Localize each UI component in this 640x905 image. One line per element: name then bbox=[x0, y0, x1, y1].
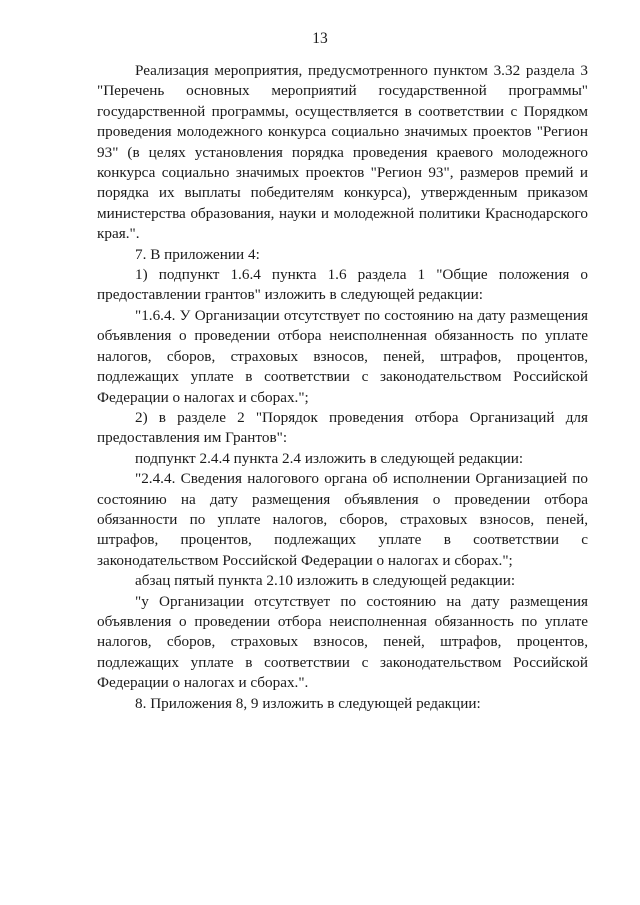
paragraph-subitem-1: 1) подпункт 1.6.4 пункта 1.6 раздела 1 "Общие положения о предоставлении грантов" изложить в следующей редакции: bbox=[97, 266, 588, 304]
paragraph-2-10-header: абзац пятый пункта 2.10 изложить в следующей редакции: bbox=[135, 572, 516, 590]
paragraph-subpoint-2-4-4: подпункт 2.4.4 пункта 2.4 изложить в следующей редакции: bbox=[135, 449, 524, 467]
document-body bbox=[97, 61, 588, 714]
paragraph-item-7: 7. В приложении 4: bbox=[135, 245, 260, 263]
paragraph-1-6-4: "1.6.4. У Организации отсутствует по состоянию на дату размещения объявления о проведении отбора неисполненная обязанность по уплате налогов, сборов, страховых взносов, пеней, штрафов, процентов, подлежащих уплате в соответствии с законодательством Российской Федерации о налогах и сборах."; bbox=[97, 306, 588, 406]
paragraph-2-10-text: "у Организации отсутствует по состоянию на дату размещения объявления о проведении отбора неисполненная обязанность по уплате налогов, сборов, страховых взносов, пеней, штрафов, процентов, подлежащих уплате в соответствии с законодательством Российской Федерации о налогах и сборах.". bbox=[97, 592, 588, 692]
paragraph-2-4-4: "2.4.4. Сведения налогового органа об исполнении Организацией по состоянию на дату размещения объявления о проведении отбора обязанности по уплате налогов, сборов, страховых взносов, пеней, штрафов, процентов, подлежащих уплате в соответствии с законодательством Российской Федерации о налогах и сборах."; bbox=[97, 470, 588, 569]
paragraph-implementation: Реализация мероприятия, предусмотренного пунктом 3.32 раздела 3 "Перечень основных мероприятий государственной программы" государственной программы, осуществляется в соответствии с Порядком проведения молодежного конкурса социально значимых проектов "Регион 93" (в целях установления порядка проведения краевого молодежного конкурса социально значимых проектов "Регион 93", размеров премий и порядка их выплаты победителям конкурса), утвержденным приказом министерства образования, науки и молодежной политики Краснодарского края.". bbox=[97, 62, 588, 243]
page-number: 13 bbox=[312, 30, 328, 47]
paragraph-item-8: 8. Приложения 8, 9 изложить в следующей редакции: bbox=[135, 694, 481, 712]
paragraph-subitem-2: 2) в разделе 2 "Порядок проведения отбора Организаций для предоставления им Грантов": bbox=[97, 408, 588, 447]
